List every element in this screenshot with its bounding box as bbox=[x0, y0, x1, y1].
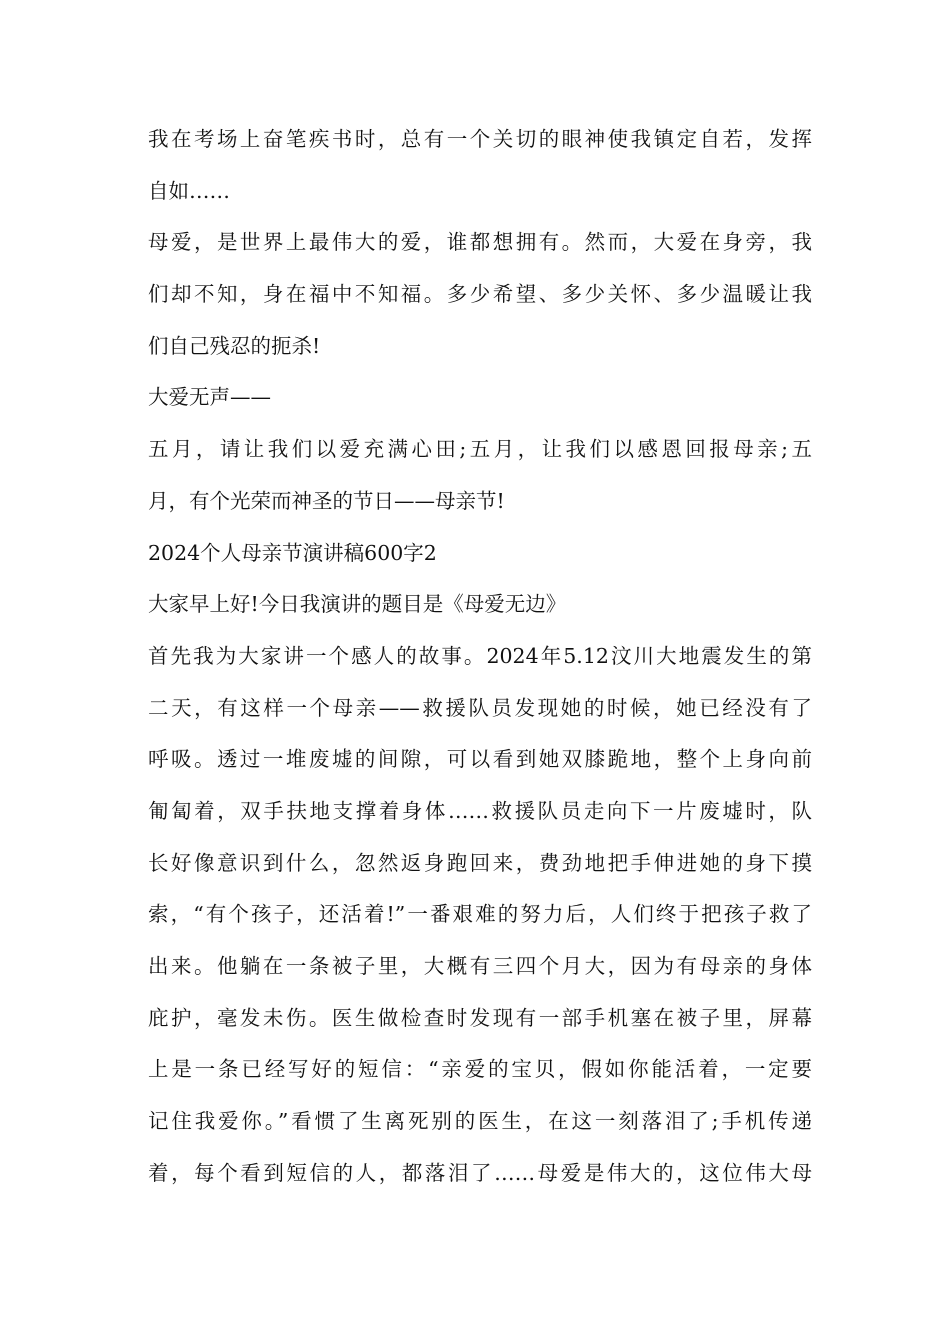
greeting-line: 大家早上好!今日我演讲的题目是《母爱无边》 bbox=[148, 592, 567, 617]
paragraph-line: 母爱，是世界上最伟大的爱，谁都想拥有。然而，大爱在身旁，我 bbox=[148, 230, 812, 255]
paragraph-line: 出来。他躺在一条被子里，大概有三四个月大，因为有母亲的身体 bbox=[148, 954, 812, 978]
paragraph-line: 庇护，毫发未伤。医生做检查时发现有一部手机塞在被子里，屏幕 bbox=[148, 1005, 812, 1030]
paragraph-line: 记住我爱你。”看惯了生离死别的医生，在这一刻落泪了;手机传递 bbox=[148, 1109, 812, 1134]
paragraph-line: 上是一条已经写好的短信：“亲爱的宝贝，假如你能活着，一定要 bbox=[148, 1057, 812, 1082]
paragraph-line: 索，“有个孩子，还活着!”一番艰难的努力后，人们终于把孩子救了 bbox=[148, 902, 812, 927]
paragraph-line: 自如…… bbox=[148, 178, 230, 203]
paragraph-line: 呼吸。透过一堆废墟的间隙，可以看到她双膝跪地，整个上身向前 bbox=[148, 747, 812, 772]
paragraph-line: 长好像意识到什么，忽然返身跑回来，费劲地把手伸进她的身下摸 bbox=[148, 850, 812, 875]
paragraph-line: 五月，请让我们以爱充满心田;五月，让我们以感恩回报母亲;五 bbox=[148, 437, 812, 462]
paragraph-line: 们却不知，身在福中不知福。多少希望、多少关怀、多少温暖让我 bbox=[148, 282, 812, 307]
paragraph-line: 二天，有这样一个母亲——救援队员发现她的时候，她已经没有了 bbox=[148, 695, 812, 720]
paragraph-line: 我在考场上奋笔疾书时，总有一个关切的眼神使我镇定自若，发挥 bbox=[148, 127, 812, 151]
section-heading: 2024个人母亲节演讲稿600字2 bbox=[148, 540, 437, 565]
section-line: 大爱无声—— bbox=[148, 385, 271, 410]
body-text bbox=[148, 114, 812, 1199]
paragraph-line: 着，每个看到短信的人，都落泪了……母爱是伟大的，这位伟大母 bbox=[148, 1160, 812, 1185]
paragraph-line: 首先我为大家讲一个感人的故事。2024年5.12汶川大地震发生的第 bbox=[148, 643, 812, 668]
paragraph-line: 匍匐着，双手扶地支撑着身体……救援队员走向下一片废墟时，队 bbox=[148, 798, 812, 823]
paragraph-line: 月，有个光荣而神圣的节日——母亲节! bbox=[148, 488, 505, 513]
paragraph-line: 们自己残忍的扼杀! bbox=[148, 333, 321, 358]
